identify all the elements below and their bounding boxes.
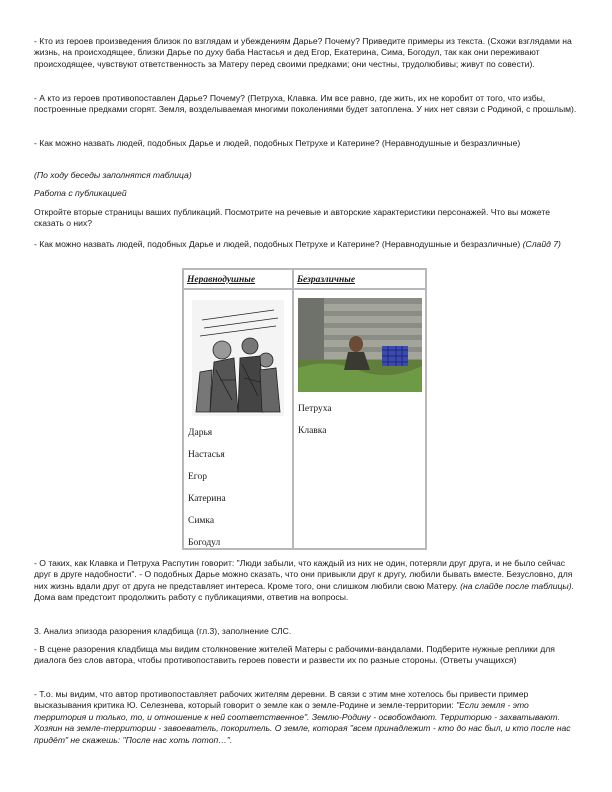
section-heading-publication: Работа с публикацией	[34, 188, 127, 198]
section-heading-cemetery: 3. Анализ эпизода разорения кладбища (гл.3), заполнение СЛС.	[34, 626, 292, 636]
photo-log-house	[298, 298, 422, 392]
name-egor: Егор	[188, 472, 207, 482]
paragraph-6: Откройте вторые страницы ваших публикаций. Посмотрите на речевые и авторские характеристики персонажей. Что вы можете сказать о них?	[34, 207, 551, 229]
paragraph-3: - Как можно назвать людей, подобных Дарье и людей, подобных Петрухе и Катерине? (Неравнодушные и безразличные)	[34, 138, 521, 148]
illustration-villagers	[192, 300, 284, 416]
column-indifferent	[294, 270, 425, 548]
header-indifferent: Безразличные	[294, 270, 425, 290]
slide-reference: (Слайд 7)	[520, 239, 561, 249]
paragraph-8-end: Дома вам предстоит продолжить работу с публикациями, ответив на вопросы.	[34, 592, 349, 603]
name-petrukha: Петруха	[298, 404, 332, 414]
name-klavka: Клавка	[298, 426, 327, 436]
paragraph-8	[34, 558, 580, 604]
name-nastasya: Настасья	[188, 450, 225, 460]
paragraph-8-text: - О таких, как Клавка и Петруха Распутин говорит: "Люди забыли, что каждый из них не один, потеряли друг друга, и не было сейчас друг в друге надобности". - О подобных Дарье можно сказать, что они привыкли друг к другу, любили бывать вместе. Безусловно, для них жизнь вдали друг от друга не представляет интереса. Кроме того, они слишком любили свою Матеру.	[34, 558, 573, 591]
header-caring: Неравнодушные	[184, 270, 292, 290]
caring-names-list	[188, 422, 226, 554]
paragraph-7-text: - Как можно назвать людей, подобных Дарье и людей, подобных Петрухе и Катерине? (Неравнодушные и безразличные)	[34, 239, 521, 249]
paragraph-10: - В сцене разорения кладбища мы видим столкновение жителей Матеры с рабочими-вандалами. Подберите нужные реплики для диалога без слов автора, чтобы противопоставить героев повести и развести их по разные стороны. (Ответы учащихся)	[34, 644, 555, 666]
indifferent-names-list	[298, 398, 332, 442]
name-bogodul: Богодул	[188, 538, 221, 548]
paragraph-1: - Кто из героев произведения близок по взглядам и убеждениям Дарье? Почему? Приведите примеры из текста. (Схожи взглядами на жизнь, на происходящее, близки Дарье по духу баба Настасья и дед Егор, Екатерина, Сима, Богодул, так как они переживают происходящее, чувствуют ответственность за Матеру перед своими предками; они честны, трудолюбивы; живут по совести).	[34, 36, 572, 69]
paragraph-11-text: - Т.о. мы видим, что автор противопоставляет рабочих жителям деревни. В связи с этим мне хотелось бы привести пример высказывания критика Ю. Селезнева, который говорит о земле как о земле-Родине и земле-территории:	[34, 689, 529, 711]
paragraph-4: (По ходу беседы заполнятся таблица)	[34, 170, 192, 180]
characters-table	[182, 268, 427, 550]
name-katerina: Катерина	[188, 494, 226, 504]
paragraph-11	[34, 689, 580, 746]
critic-quote: "Если земля - это территория и только, то, и отношение к ней соответственное". Землю-Родину - освобождают. Территорию - захватывают. Хозяин на земле-территории - завоеватель, покоритель. О земле, которая "всем принадлежит - кто до нас был, и кто после нас придёт" не скажешь: "После нас хоть потоп…".	[34, 700, 571, 745]
paragraph-2: - А кто из героев противопоставлен Дарье? Почему? (Петруха, Клавка. Им все равно, где жить, их не коробит от того, что избы, построенные предками сгорят. Земля, возделываемая многими поколениями будет затоплена. У них нет связи с Родиной, с прошлым).	[34, 93, 577, 115]
paragraph-8-note: (на слайде после таблицы).	[457, 580, 574, 591]
column-indifferent-not	[184, 270, 294, 548]
name-darya: Дарья	[188, 428, 213, 438]
paragraph-7	[34, 239, 580, 250]
name-simka: Симка	[188, 516, 215, 526]
